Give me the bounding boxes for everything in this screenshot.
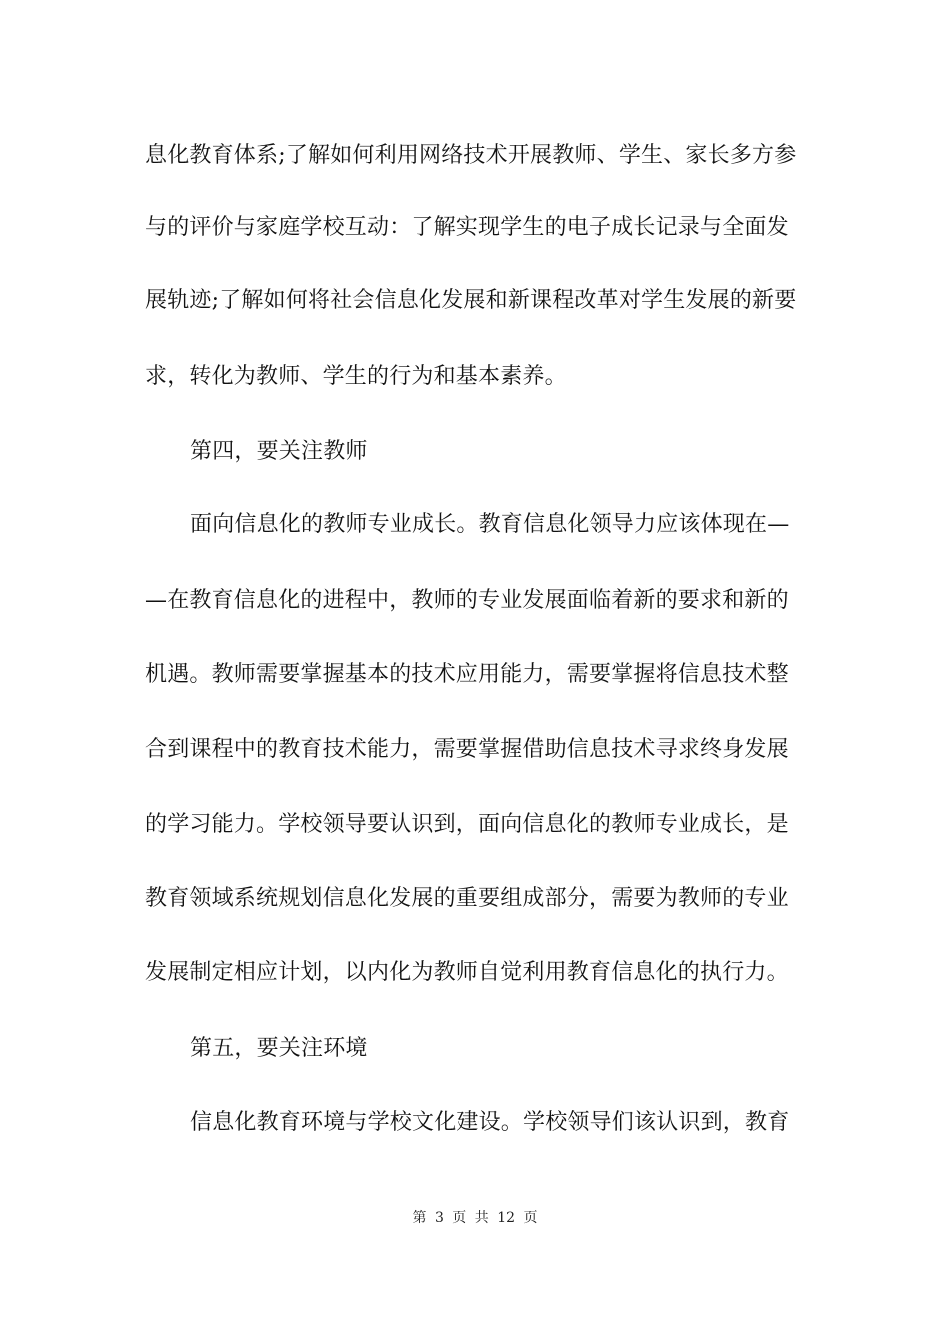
text-line: 信息化教育环境与学校文化建设。学校领导们该认识到，教育 <box>190 1110 790 1135</box>
text-line: 息化教育体系;了解如何利用网络技术开展教师、学生、家长多方参 <box>145 143 797 168</box>
page-number-footer: 第 3 页 共 12 页 <box>412 1210 538 1226</box>
text-line: 发展制定相应计划，以内化为教师自觉利用教育信息化的执行力。 <box>145 960 789 985</box>
text-line: 合到课程中的教育技术能力，需要掌握借助信息技术寻求终身发展 <box>145 737 789 762</box>
text-line: —在教育信息化的进程中，教师的专业发展面临着新的要求和新的 <box>145 588 789 613</box>
section-heading: 第四，要关注教师 <box>190 439 368 464</box>
text-line: 与的评价与家庭学校互动：了解实现学生的电子成长记录与全面发 <box>145 215 789 240</box>
text-line: 教育领域系统规划信息化发展的重要组成部分，需要为教师的专业 <box>145 886 789 911</box>
text-line: 面向信息化的教师专业成长。教育信息化领导力应该体现在— <box>190 512 790 537</box>
text-line: 展轨迹;了解如何将社会信息化发展和新课程改革对学生发展的新要 <box>145 288 797 313</box>
text-line: 的学习能力。学校领导要认识到，面向信息化的教师专业成长，是 <box>145 812 789 837</box>
section-heading: 第五，要关注环境 <box>190 1036 368 1061</box>
text-line: 机遇。教师需要掌握基本的技术应用能力，需要掌握将信息技术整 <box>145 662 789 687</box>
text-line: 求，转化为教师、学生的行为和基本素养。 <box>145 364 567 389</box>
